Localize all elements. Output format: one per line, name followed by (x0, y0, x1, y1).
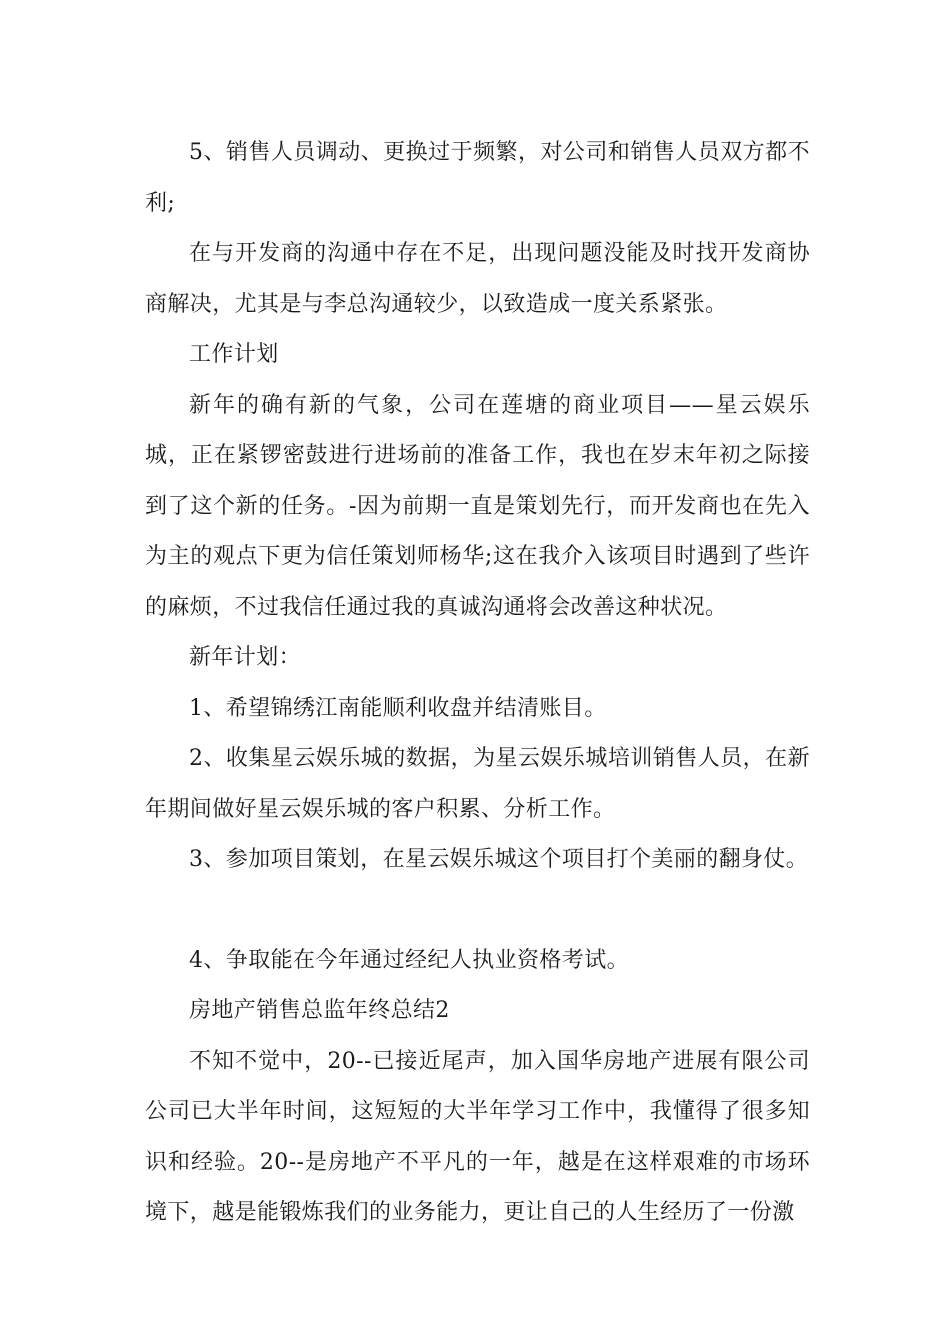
section-heading-work-plan: 工作计划 (189, 342, 279, 367)
plan-item-1: 1、希望锦绣江南能顺利收盘并结清账目。 (189, 695, 607, 721)
plan-item-4: 4、争取能在今年通过经纪人执业资格考试。 (189, 947, 629, 973)
document-page (145, 128, 810, 1239)
section-heading-new-year-plan: 新年计划： (189, 645, 302, 670)
paragraph-new-year-project: 新年的确有新的气象，公司在莲塘的商业项目——星云娱乐城，正在紧锣密鼓进行进场前的准备工作，我也在岁末年初之际接到了这个新的任务。-因为前期一直是策划先行，而开发商也在先入为主的观点下更为信任策划师杨华;这在我介入该项目时遇到了些许的麻烦，不过我信任通过我的真诚沟通将会改善这种状况。 (145, 392, 810, 620)
blank-line (145, 886, 810, 936)
paragraph-summary-intro: 不知不觉中，20--已接近尾声，加入国华房地产进展有限公司公司已大半年时间，这短短的大半年学习工作中，我懂得了很多知识和经验。20--是房地产不平凡的一年，越是在这样艰难的市场环境下，越是能锻炼我们的业务能力，更让自己的人生经历了一份激 (145, 1048, 810, 1225)
paragraph-item-5: 5、销售人员调动、更换过于频繁，对公司和销售人员双方都不利; (145, 140, 810, 216)
paragraph-developer-communication: 在与开发商的沟通中存在不足，出现问题没能及时找开发商协商解决，尤其是与李总沟通较少，以致造成一度关系紧张。 (145, 241, 810, 317)
plan-item-3: 3、参加项目策划，在星云娱乐城这个项目打个美丽的翻身仗。 (189, 847, 809, 872)
plan-item-2: 2、收集星云娱乐城的数据，为星云娱乐城培训销售人员，在新年期间做好星云娱乐城的客户积累、分析工作。 (145, 746, 810, 822)
document-title-summary-2: 房地产销售总监年终总结2 (189, 998, 450, 1023)
